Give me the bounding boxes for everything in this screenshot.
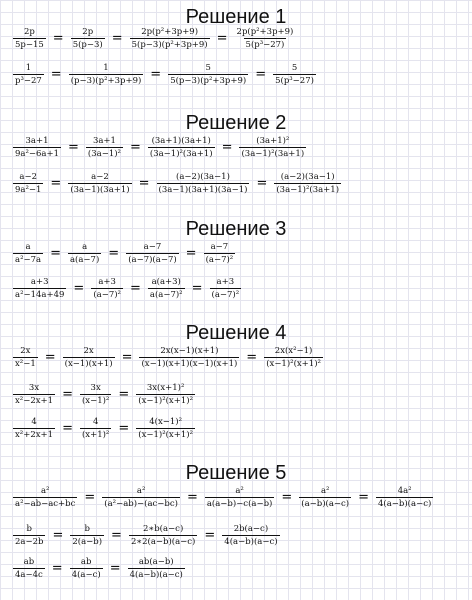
fraction-numerator: 2p xyxy=(23,26,35,37)
fraction-numerator: 2x xyxy=(83,345,94,356)
fraction-numerator: 2x(x−1)(x+1) xyxy=(160,345,219,356)
fraction-denominator: 2a−2b xyxy=(15,536,44,547)
equation-row xyxy=(12,344,324,370)
equals-sign: = xyxy=(150,66,162,82)
equals-sign: = xyxy=(52,30,64,46)
fraction-numerator: 2p xyxy=(82,26,94,37)
fraction-numerator: a+3 xyxy=(98,276,116,287)
fraction-numerator: 2x(x²−1) xyxy=(274,345,313,356)
fraction-denominator: (x+1)² xyxy=(81,429,110,440)
fraction-denominator: 4(a−c) xyxy=(71,569,101,580)
fraction-numerator: b xyxy=(84,523,90,534)
section-title: Решение 1 xyxy=(185,6,287,28)
fraction xyxy=(63,346,115,369)
fraction xyxy=(13,136,61,159)
equals-sign: = xyxy=(50,66,62,82)
fraction-numerator: a−2 xyxy=(19,171,38,182)
fraction-denominator: 5(p−3) xyxy=(72,39,103,50)
fraction-numerator: 3x(x+1)² xyxy=(146,382,185,393)
fraction-denominator: (a−7)² xyxy=(93,289,121,300)
equals-sign: = xyxy=(121,349,133,365)
fraction xyxy=(91,277,123,300)
fraction xyxy=(273,63,316,86)
fraction-numerator: b xyxy=(26,523,32,534)
equals-sign: = xyxy=(186,489,198,505)
equals-sign: = xyxy=(108,245,120,261)
fraction xyxy=(264,346,323,369)
fraction-denominator: a(a−7) xyxy=(69,254,100,265)
fraction-numerator: a−2 xyxy=(91,171,109,182)
fraction xyxy=(274,172,341,195)
fraction xyxy=(235,27,296,50)
fraction-denominator: 9a²−1 xyxy=(15,184,42,195)
fraction-denominator: (x−1)² xyxy=(81,395,110,406)
equals-sign: = xyxy=(185,245,197,261)
equals-sign: = xyxy=(129,280,141,296)
fraction-numerator: ab xyxy=(80,556,92,567)
equals-sign: = xyxy=(51,560,63,576)
fraction xyxy=(126,242,178,265)
equals-sign: = xyxy=(111,30,123,46)
fraction xyxy=(69,63,144,86)
fraction-numerator: a(a+3) xyxy=(151,276,181,287)
equals-sign: = xyxy=(50,175,62,191)
fraction xyxy=(157,172,250,195)
equals-sign: = xyxy=(62,386,73,402)
fraction xyxy=(80,383,111,406)
section-title: Решение 4 xyxy=(185,322,287,344)
fraction xyxy=(239,136,306,159)
fraction-denominator: (a−7)(a−7) xyxy=(128,254,177,265)
equals-sign: = xyxy=(68,139,79,155)
fraction-numerator: a xyxy=(25,241,31,252)
fraction xyxy=(13,557,45,580)
fraction-numerator: 2p(p²+3p+9) xyxy=(141,26,199,37)
fraction-denominator: (x−1)(x+1)(x−1)(x+1) xyxy=(141,358,238,369)
fraction-denominator: (3a−1)²(3a+1) xyxy=(149,148,213,159)
equation-row xyxy=(12,275,242,301)
fraction xyxy=(136,417,195,440)
section-title: Решение 5 xyxy=(185,462,287,484)
equals-sign: = xyxy=(62,420,73,436)
fraction-denominator: (x−1)²(x+1)² xyxy=(138,429,193,440)
fraction-denominator: 4(a−b)(a−c) xyxy=(129,569,183,580)
fraction xyxy=(13,27,46,50)
fraction xyxy=(168,63,248,86)
fraction xyxy=(222,524,279,547)
fraction-denominator: (3a−1)(3a+1) xyxy=(70,184,130,195)
fraction-denominator: (a−7)² xyxy=(205,254,234,265)
fraction-numerator: 2∗b(a−c) xyxy=(143,523,184,534)
fraction-denominator: 5(p−3)(p²+3p+9) xyxy=(131,39,208,50)
fraction xyxy=(13,346,38,369)
fraction-denominator: x²−2x+1 xyxy=(15,395,54,406)
fraction-denominator: x²−1 xyxy=(15,358,36,369)
fraction-denominator: (a−b)(a−c) xyxy=(301,498,350,509)
fraction-denominator: a(a−b)−c(a−b) xyxy=(206,498,273,509)
fraction xyxy=(148,277,185,300)
fraction-numerator: 4(x−1)² xyxy=(149,416,182,427)
fraction-numerator: (a−2)(3a−1) xyxy=(280,171,335,182)
equals-sign: = xyxy=(358,489,370,505)
fraction-denominator: (x−1)(x+1) xyxy=(64,358,113,369)
section-title: Решение 3 xyxy=(185,218,287,240)
equals-sign: = xyxy=(256,175,268,191)
fraction xyxy=(13,417,55,440)
equals-sign: = xyxy=(84,489,96,505)
equals-sign: = xyxy=(118,386,130,402)
fraction-denominator: 5p−15 xyxy=(15,39,44,50)
fraction xyxy=(86,136,123,159)
fraction-numerator: a+3 xyxy=(30,276,49,287)
fraction-numerator: a−7 xyxy=(143,241,162,252)
fraction-numerator: 3x xyxy=(28,382,40,393)
fraction-denominator: 5(p³−27) xyxy=(275,75,314,86)
fraction-denominator: 2(a−b) xyxy=(72,536,103,547)
fraction xyxy=(139,346,239,369)
fraction-numerator: 2b(a−c) xyxy=(233,523,269,534)
fraction xyxy=(13,486,77,509)
equals-sign: = xyxy=(216,30,228,46)
fraction xyxy=(136,383,195,406)
equals-sign: = xyxy=(246,349,258,365)
fraction-numerator: 1 xyxy=(103,62,109,73)
fraction-numerator: 5 xyxy=(291,62,298,73)
equation-row xyxy=(12,415,196,441)
fraction-denominator: (3a−1)²(3a+1) xyxy=(276,184,340,195)
fraction-numerator: 3x xyxy=(90,382,101,393)
fraction xyxy=(13,383,55,406)
fraction-denominator: (a²−ab)−(ac−bc) xyxy=(104,498,178,509)
fraction-denominator: (x−1)²(x+1)² xyxy=(266,358,321,369)
equals-sign: = xyxy=(129,139,141,155)
fraction-numerator: (3a+1)(3a+1) xyxy=(151,135,211,146)
equation-row xyxy=(12,555,186,581)
fraction-numerator: 2x xyxy=(20,345,31,356)
fraction-numerator: ab xyxy=(23,556,35,567)
fraction xyxy=(299,486,351,509)
equals-sign: = xyxy=(118,420,130,436)
fraction xyxy=(13,242,43,265)
fraction xyxy=(129,524,197,547)
fraction-numerator: ab(a−b) xyxy=(138,556,174,567)
fraction-numerator: 4 xyxy=(92,416,99,427)
equation-row xyxy=(12,484,434,510)
equals-sign: = xyxy=(255,66,267,82)
fraction-denominator: a²−7a xyxy=(15,254,42,265)
fraction-denominator: (a−7)² xyxy=(211,289,240,300)
equation-row xyxy=(12,522,281,548)
fraction-numerator: 1 xyxy=(25,62,32,73)
equation-row xyxy=(12,134,307,160)
fraction-numerator: 4 xyxy=(31,416,37,427)
fraction-denominator: 2∗2(a−b)(a−c) xyxy=(130,536,196,547)
equation-row xyxy=(12,25,296,51)
fraction-denominator: 4(a−b)(a−c) xyxy=(378,498,432,509)
fraction-numerator: 2p(p²+3p+9) xyxy=(236,26,294,37)
fraction xyxy=(210,277,242,300)
equation-row xyxy=(12,240,236,266)
fraction xyxy=(205,486,274,509)
fraction xyxy=(13,524,45,547)
equals-sign: = xyxy=(44,349,56,365)
equals-sign: = xyxy=(191,280,203,296)
equation-row xyxy=(12,61,317,87)
fraction-numerator: a² xyxy=(320,485,330,496)
fraction-denominator: 4(a−b)(a−c) xyxy=(224,536,278,547)
fraction xyxy=(80,417,111,440)
fraction-denominator: (3a−1)(3a+1)(3a−1) xyxy=(158,184,248,195)
fraction-denominator: (x−1)²(x+1)² xyxy=(138,395,193,406)
fraction xyxy=(148,136,215,159)
equals-sign: = xyxy=(52,527,64,543)
fraction-denominator: x²+2x+1 xyxy=(15,429,54,440)
fraction-numerator: 4a² xyxy=(397,485,412,496)
fraction xyxy=(13,172,43,195)
fraction xyxy=(70,524,104,547)
fraction-numerator: a xyxy=(82,241,88,252)
fraction-numerator: a−7 xyxy=(210,241,229,252)
fraction-numerator: 3a+1 xyxy=(25,135,49,146)
fraction-denominator: a²−14a+49 xyxy=(15,289,65,300)
fraction xyxy=(71,27,105,50)
fraction xyxy=(376,486,433,509)
equals-sign: = xyxy=(109,560,121,576)
equation-row xyxy=(12,381,196,407)
fraction-denominator: a²−ab−ac+bc xyxy=(15,498,76,509)
equation-row xyxy=(12,170,342,196)
fraction xyxy=(68,172,131,195)
fraction-denominator: (3a−1)²(3a+1) xyxy=(241,148,305,159)
equals-sign: = xyxy=(111,527,122,543)
fraction-denominator: 9a²−6a+1 xyxy=(15,148,60,159)
fraction-numerator: a+3 xyxy=(216,276,235,287)
fraction-numerator: (3a+1)² xyxy=(256,135,290,146)
fraction xyxy=(128,557,185,580)
fraction xyxy=(102,486,180,509)
fraction-denominator: a(a−7)² xyxy=(149,289,183,300)
equals-sign: = xyxy=(204,527,216,543)
equals-sign: = xyxy=(221,139,233,155)
fraction-denominator: (3a−1)² xyxy=(87,148,121,159)
fraction xyxy=(13,277,66,300)
fraction-numerator: a² xyxy=(136,485,146,496)
fraction xyxy=(130,27,210,50)
equals-sign: = xyxy=(138,175,150,191)
equals-sign: = xyxy=(281,489,293,505)
fraction-numerator: 3a+1 xyxy=(92,135,116,146)
equals-sign: = xyxy=(73,280,85,296)
section-title: Решение 2 xyxy=(185,112,287,134)
fraction-denominator: 5(p−3)(p²+3p+9) xyxy=(170,75,247,86)
fraction xyxy=(68,242,101,265)
fraction-denominator: 4a−4c xyxy=(15,569,43,580)
fraction-denominator: p³−27 xyxy=(15,75,42,86)
fraction xyxy=(13,63,44,86)
fraction-numerator: 5 xyxy=(205,62,211,73)
fraction-numerator: a² xyxy=(235,485,244,496)
fraction xyxy=(70,557,103,580)
fraction-denominator: 5(p³−27) xyxy=(245,39,285,50)
equals-sign: = xyxy=(50,245,61,261)
fraction-numerator: (a−2)(3a−1) xyxy=(176,171,230,182)
fraction-numerator: a² xyxy=(40,485,50,496)
fraction-denominator: (p−3)(p²+3p+9) xyxy=(70,75,142,86)
fraction xyxy=(204,242,236,265)
